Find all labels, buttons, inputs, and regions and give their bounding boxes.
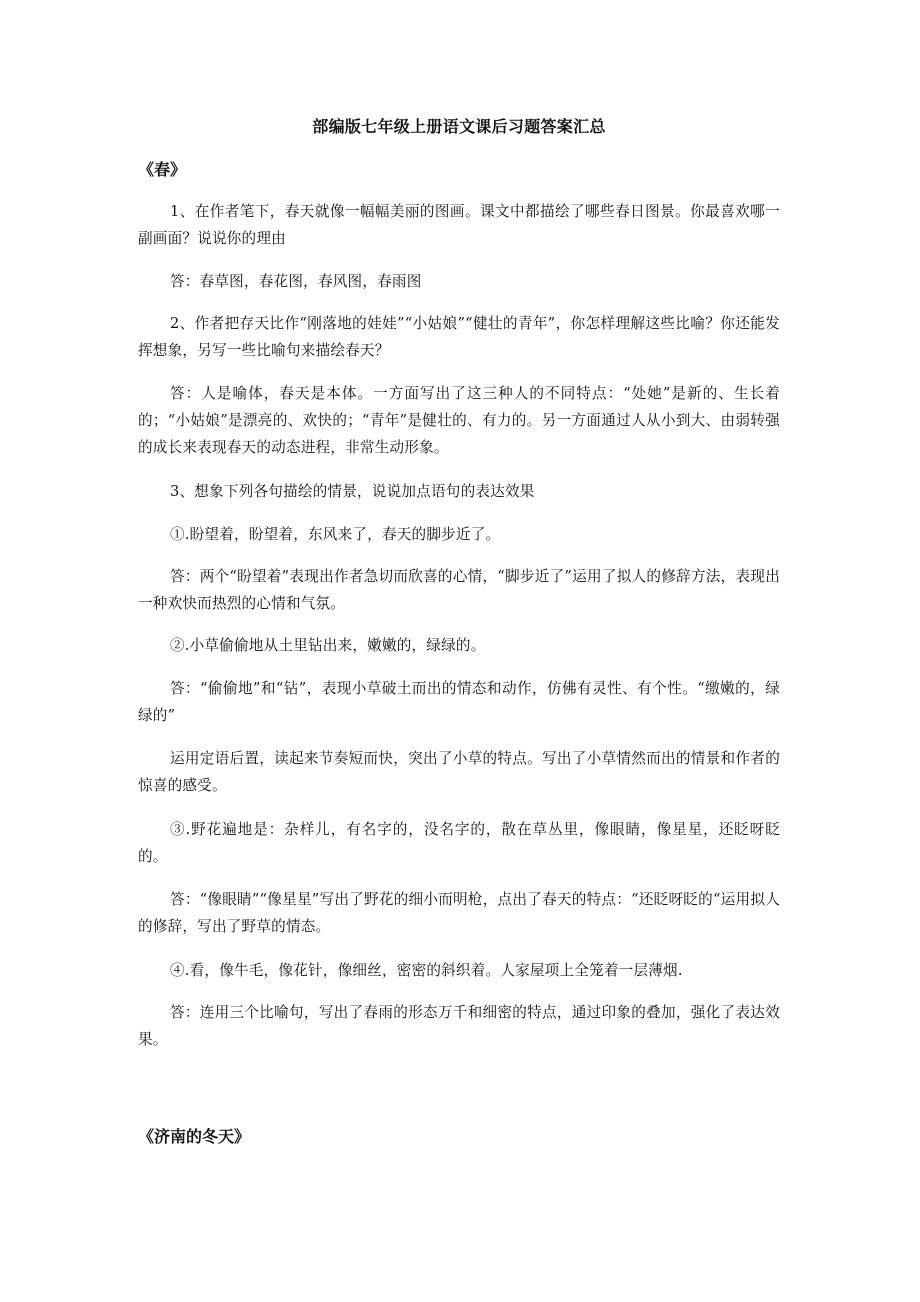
answer-1: 答：春草图，春花图，春风图，春雨图 [170,273,422,290]
section-heading-jinan: 《济南的冬天》 [138,1127,251,1146]
answer-2: 答：人是喻体，春天是本体。一方面写出了这三种人的不同特点：“处她”是新的、生长着的；“小姑娘”是漂亮的、欢快的；“青年”是健壮的、有力的。另一方面通过人从小到大、由弱转强的成长来表现春天的动态进程，非常生动形象。 [138,385,780,456]
answer-3-2-continued: 运用定语后置，读起来节奏短而快，突出了小草的特点。写出了小草情然而出的情景和作者的惊喜的感受。 [138,750,780,794]
sentence-3: ③.野花遍地是：杂样儿，有名字的，没名字的，散在草丛里，像眼睛，像星星，还眨呀眨的。 [138,821,780,865]
document-title: 部编版七年级上册语文课后习题答案汇总 [312,117,606,136]
answer-3-4: 答：连用三个比喻句，写出了春雨的形态万千和细密的特点，通过印象的叠加，强化了表达效果。 [138,1004,780,1048]
section-heading-chun: 《春》 [138,160,187,179]
sentence-2: ②.小草偷偷地从土里钻出来，嫩嫩的，绿绿的。 [170,637,486,654]
answer-3-3: 答：“像眼睛”“像星星”写出了野花的细小而明枪，点出了春天的特点：“还眨呀眨的“运用拟人的修辞，写出了野草的情态。 [138,891,780,935]
question-3: 3、想象下列各句描绘的情景，说说加点语句的表达效果 [170,483,535,500]
answer-3-2: 答：“偷偷地”和“钻”，表现小草破土而出的情态和动作，仿佛有灵性、有个性。“缴嫩的，绿绿的” [138,680,780,724]
answer-3-1: 答：两个“盼望着”表现出作者急切而欣喜的心情，“脚步近了”运用了拟人的修辞方法，表现出一种欢快而热烈的心情和气氛。 [138,568,780,612]
sentence-1: ①.盼望着，盼望着，东风来了，春天的脚步近了。 [170,526,501,543]
sentence-4: ④.看，像牛毛，像花针，像细丝，密密的斜织着。人家屋项上全笼着一层薄烟. [170,962,683,979]
question-2: 2、作者把存天比作“刚落地的娃娃”“小姑娘”“健壮的青年”，你怎样理解这些比喻？你还能发挥想象，另写一些比喻句来描绘春天？ [138,315,780,359]
question-1: 1、在作者笔下，春天就像一幅幅美丽的图画。课文中都描绘了哪些春日图景。你最喜欢哪一副画面？说说你的理由 [138,203,780,247]
